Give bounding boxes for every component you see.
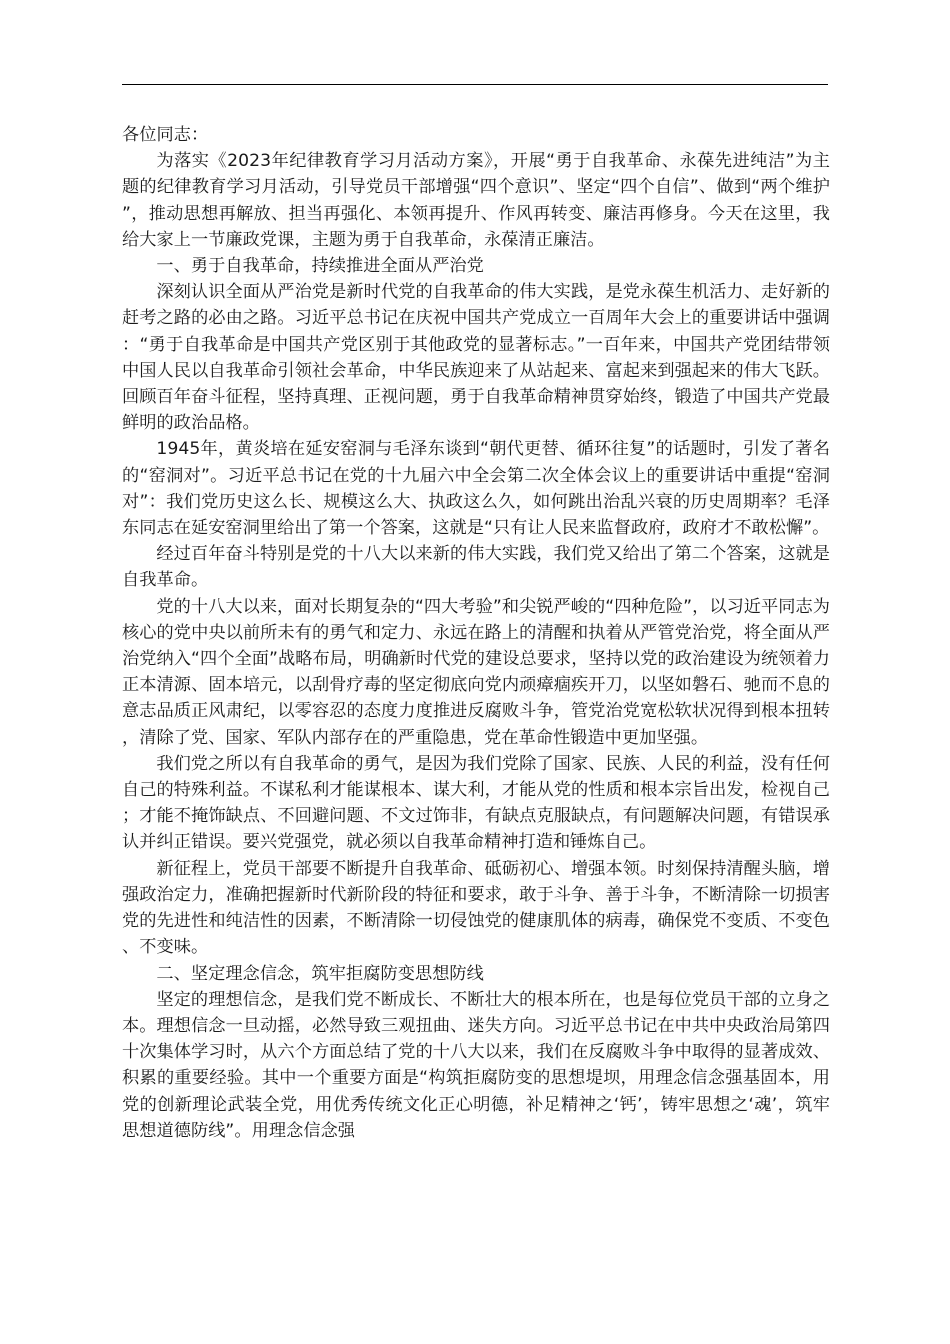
paragraph-intro: 为落实《2023年纪律教育学习月活动方案》，开展“勇于自我革命、永葆先进纯洁”为主题的纪律教育学习月活动，引导党员干部增强“四个意识”、坚定“四个自信”、做到“两个维护”，推动思想再解放、担当再强化、本领再提升、作风再转变、廉洁再修身。今天在这里，我给大家上一节廉政党课，主题为勇于自我革命，永葆清正廉洁。 xyxy=(122,151,830,250)
paragraph: 党的十八大以来，面对长期复杂的“四大考验”和尖锐严峻的“四种危险”，以习近平同志为核心的党中央以前所未有的勇气和定力、永远在路上的清醒和执着从严管党治党，将全面从严治党纳入“四个全面”战略布局，明确新时代党的建设总要求，坚持以党的政治建设为统领着力正本清源、固本培元，以刮骨疗毒的坚定彻底向党内顽瘴痼疾开刀，以坚如磐石、驰而不息的意志品质正风肃纪，以零容忍的态度力度推进反腐败斗争，管党治党宽松软状况得到根本扭转，清除了党、国家、军队内部存在的严重隐患，党在革命性锻造中更加坚强。 xyxy=(122,596,830,748)
header-rule xyxy=(122,84,828,85)
section-heading-1: 一、勇于自我革命，持续推进全面从严治党 xyxy=(156,256,484,277)
paragraph: 经过百年奋斗特别是党的十八大以来新的伟大实践，我们党又给出了第二个答案，这就是自我革命。 xyxy=(122,544,830,591)
section-heading-2: 二、坚定理念信念，筑牢拒腐防变思想防线 xyxy=(156,963,484,984)
document-body xyxy=(122,122,830,1144)
paragraph: 深刻认识全面从严治党是新时代党的自我革命的伟大实践，是党永葆生机活力、走好新的赶考之路的必由之路。习近平总书记在庆祝中国共产党成立一百周年大会上的重要讲话中强调：“勇于自我革命是中国共产党区别于其他政党的显著标志。”一百年来，中国共产党团结带领中国人民以自我革命引领社会革命，中华民族迎来了从站起来、富起来到强起来的伟大飞跃。回顾百年奋斗征程，坚持真理、正视问题，勇于自我革命精神贯穿始终，锻造了中国共产党最鲜明的政治品格。 xyxy=(122,282,830,434)
paragraph: 坚定的理想信念，是我们党不断成长、不断壮大的根本所在，也是每位党员干部的立身之本。理想信念一旦动摇，必然导致三观扭曲、迷失方向。习近平总书记在中共中央政治局第四十次集体学习时，从六个方面总结了党的十八大以来，我们在反腐败斗争中取得的显著成效、积累的重要经验。其中一个重要方面是“构筑拒腐防变的思想堤坝，用理念信念强基固本，用党的创新理论武装全党，用优秀传统文化正心明德，补足精神之‘钙’，铸牢思想之‘魂’，筑牢思想道德防线”。用理念信念强 xyxy=(122,989,830,1141)
paragraph: 1945年，黄炎培在延安窑洞与毛泽东谈到“朝代更替、循环往复”的话题时，引发了著名的“窑洞对”。习近平总书记在党的十九届六中全会第二次全体会议上的重要讲话中重提“窑洞对”：我们党历史这么长、规模这么大、执政这么久，如何跳出治乱兴衰的历史周期率？毛泽东同志在延安窑洞里给出了第一个答案，这就是“只有让人民来监督政府，政府才不敢松懈”。 xyxy=(122,439,830,539)
paragraph: 我们党之所以有自我革命的勇气，是因为我们党除了国家、民族、人民的利益，没有任何自己的特殊利益。不谋私利才能谋根本、谋大利，才能从党的性质和根本宗旨出发，检视自己；才能不掩饰缺点、不回避问题、不文过饰非，有缺点克服缺点，有问题解决问题，有错误承认并纠正错误。要兴党强党，就必须以自我革命精神打造和锤炼自己。 xyxy=(122,753,830,853)
paragraph: 新征程上，党员干部要不断提升自我革命、砥砺初心、增强本领。时刻保持清醒头脑，增强政治定力，准确把握新时代新阶段的特征和要求，敢于斗争、善于斗争，不断清除一切损害党的先进性和纯洁性的因素，不断清除一切侵蚀党的健康肌体的病毒，确保党不变质、不变色、不变味。 xyxy=(122,858,830,958)
greeting: 各位同志： xyxy=(122,125,209,145)
